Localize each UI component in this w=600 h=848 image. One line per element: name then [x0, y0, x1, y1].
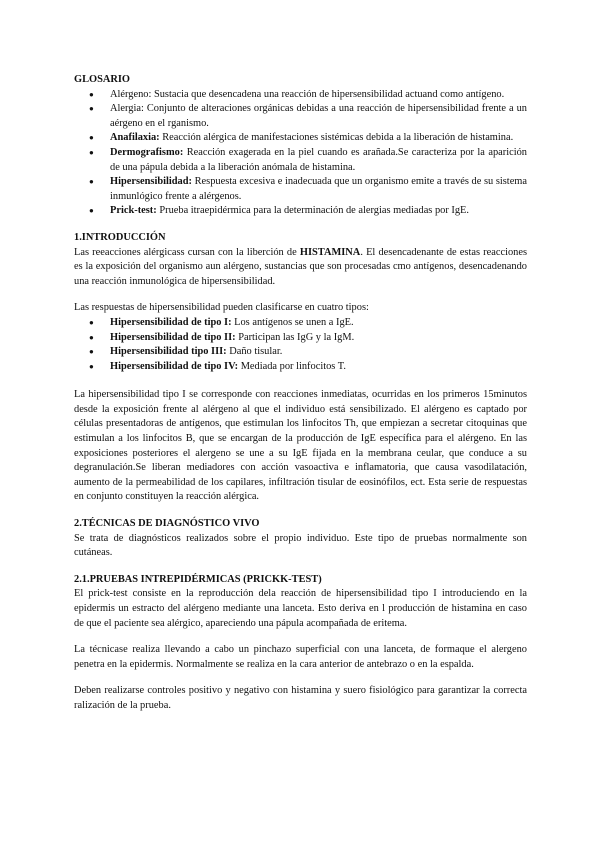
- glosario-item: ● Anafilaxia: Reacción alérgica de manifestaciones sistémicas debida a la liberación de histamina.: [74, 131, 527, 146]
- glosario-item: ● Hipersensibilidad: Respuesta excesiva e inadecuada que un organismo emite a través de su sistema inmunlógico frente a alérgenos.: [74, 175, 527, 204]
- glosario-item: ● Alergia: Conjunto de alteraciones orgánicas debidas a una reacción de hipersensibilidad frente a un aérgeno en el rganismo.: [74, 102, 527, 131]
- tipo-item: ● Hipersensibilidad tipo III: Daño tisular.: [74, 345, 527, 360]
- tipos-list: [74, 316, 527, 374]
- tipo-item: ● Hipersensibilidad de tipo I: Los antígenos se unen a IgE.: [74, 316, 527, 331]
- glosario-item: ● Prick-test: Prueba itraepidérmica para la determinación de alergias mediadas por IgE.: [74, 204, 527, 219]
- glosario-heading: GLOSARIO: [74, 74, 131, 85]
- introduccion-paragraph-3: La hipersensibilidad tipo I se corresponde con reacciones inmediatas, ocurridas en los primeros 15minutos desde la exposición frente al alérgeno al que el individuo está sensibilizado. El alérgeno es captado por células presentadoras de antígenos, que estimulan los linfocitos Th, que empiezan a secretar citoquinas que estimulan a los linfocitos B, que se encargan de la producción de IgE específica para el alérgeno. En las exposiciones posteriores el alergeno se une a su IgE fijada en la membrana ceular, que conduce a su degranulación.Se liberan mediadores con acción vasoactiva e inflamatoria, que causa vasodilatación, aumento de la permeabilidad de los capilares, infiltración tisular de eosinófilos, ect. Esta serie de respuestas en conjunto constituyen la reacción alérgica.: [74, 389, 527, 503]
- glosario-item: ● Alérgeno: Sustacia que desencadena una reacción de hipersensibilidad actuand como antígeno.: [74, 88, 527, 103]
- introduccion-paragraph-2: Las respuestas de hipersensibilidad pueden clasificarse en cuatro tipos:: [74, 302, 369, 314]
- pruebas-heading: 2.1.PRUEBAS INTREPIDÉRMICAS (PRICKK-TEST): [74, 573, 322, 585]
- tecnicas-paragraph-1: Se trata de diagnósticos realizados sobre el propio individuo. Este tipo de pruebas normalmente son cutáneas.: [74, 532, 527, 559]
- tipo-item: ● Hipersensibilidad de tipo IV: Mediada por linfocitos T.: [74, 360, 527, 375]
- glosario-list: [74, 88, 527, 219]
- glosario-item: ● Dermografismo: Reacción exagerada en la piel cuando es arañada.Se caracteriza por la aparición de una pápula debida a la liberación anómala de histamina.: [74, 146, 527, 175]
- pruebas-paragraph-3: Deben realizarse controles positivo y negativo con histamina y suero fisiológico para garantizar la correcta ralización de la prueba.: [74, 685, 527, 711]
- introduccion-paragraph-1: Las reeacciones alérgicass cursan con la liberción de HISTAMINA. El desencadenante de estas reacciones es la exposición del organismo aun alérgeno, sustancias que son procesadas cmo antígenos, desencadenando una reacción inmunológica de hipersensibilidad.: [74, 246, 528, 287]
- tecnicas-heading: 2.TÉCNICAS DE DIAGNÓSTICO VIVO: [74, 518, 260, 530]
- document-body: [74, 73, 527, 714]
- tipo-item: ● Hipersensibilidad de tipo II: Participan las IgG y la IgM.: [74, 331, 527, 346]
- introduccion-heading: 1.INTRODUCCIÓN: [74, 231, 166, 243]
- pruebas-paragraph-2: La técnicase realiza llevando a cabo un pinchazo superficial con una lanceta, de formaque el alergeno penetra en la epidermis. Normalmente se realiza en la cara anterior de antebrazo o en la espalda.: [74, 644, 527, 670]
- pruebas-paragraph-1: El prick-test consiste en la reproducción dela reacción de hipersensibilidad tipo I introduciendo en la epidermis un estracto del alérgeno mediante una lanceta. Esto deriva en l producción de histamina en caso de que el paciente sea alérgico, apareciendo una pápula acompañada de eritema.: [74, 588, 527, 629]
